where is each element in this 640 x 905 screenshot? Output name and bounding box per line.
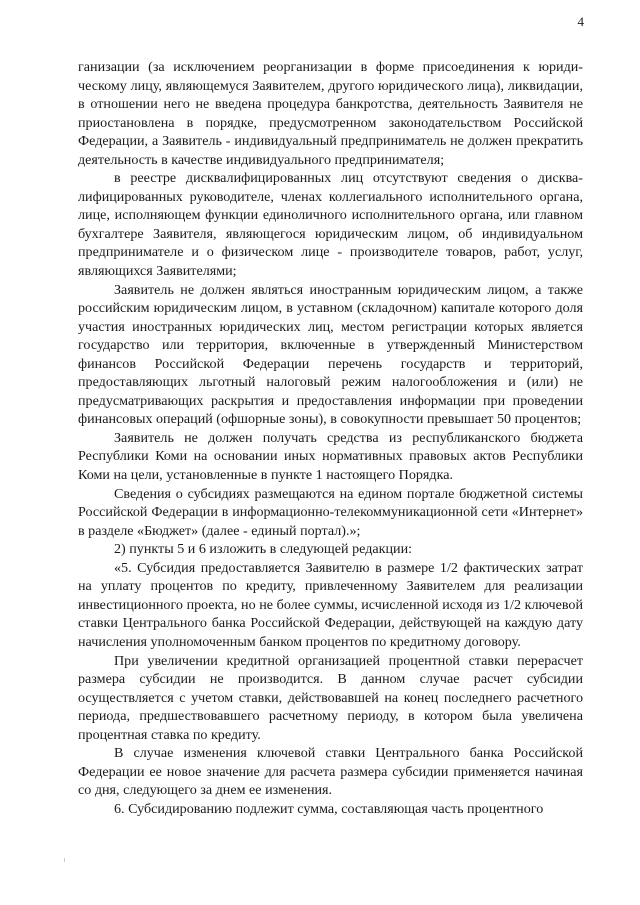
paragraph-clause-6: 6. Субсидированию подлежит сумма, составляющая часть процентного (114, 800, 544, 817)
paragraph-disqualified-persons: в реестре дисквалифицированных лиц отсутствуют сведения о дисквалифицированных руководителе, членах коллегиального исполнительного органа, лице, исполняющем функции единоличного исполнительного органа, или главном бухгалтере Заявителя, являющегося юридическим лицом, об индивидуальном предпринимателе и о физическом лице - производителе товаров, работ, услуг, являющихся Заявителями; (78, 170, 583, 280)
paragraph-budget-funds: Заявитель не должен получать средства из республиканского бюджета Республики Коми на основании иных нормативных правовых актов Республики Коми на цели, установленные в пункте 1 настоящего Порядка. (78, 429, 583, 484)
paragraph-key-rate-change: В случае изменения ключевой ставки Центрального банка Российской Федерации ее новое значение для расчета размера субсидии применяется начиная со дня, следующего за днем ее изменения. (78, 745, 583, 799)
page-number: 4 (577, 14, 584, 29)
paragraph-foreign-entity: Заявитель не должен являться иностранным юридическим лицом, а также российским юридическим лицом, в уставном (складочном) капитале которого доля участия иностранных юридических лиц, местом регистрации которых является государство или территория, включенные в утвержденный Министерством финансов Российской Федерации перечень государств и территорий, предоставляющих льготный налоговый режим налогообложения и (или) не предусматривающих раскрытия и предоставления информации при проведении финансовых операций (офшорные зоны), в совокупности превышает 50 процентов; (78, 281, 583, 428)
paragraph-continuation-reorganization: ганизации (за исключением реорганизации в форме присоединения к юридическому лицу, являющемуся Заявителем, другого юридического лица), ликвидации, в отношении него не введена процедура банкротства, деятельность Заявителя не приостановлена в порядке, предусмотренном законодательством Российской Федерации, а Заявитель - индивидуальный предприниматель не должен прекратить деятельность в качестве индивидуального предпринимателя; (78, 59, 583, 168)
paragraph-clause-5: «5. Субсидия предоставляется Заявителю в размере 1/2 фактических затрат на уплату процентов по кредиту, привлеченному Заявителем для реализации инвестиционного проекта, но не более суммы, исчисленной исходя из 1/2 ключевой ставки Центрального банка Российской Федерации, действующей на каждую дату начисления уполномоченным банком процентов по кредитному договору. (78, 559, 583, 650)
paragraph-portal-info: Сведения о субсидиях размещаются на едином портале бюджетной системы Российской Федерации в информационно-телекоммуникационной сети «Интернет» в разделе «Бюджет» (далее - единый портал).»; (78, 485, 583, 539)
paragraph-rate-increase: При увеличении кредитной организацией процентной ставки перерасчет размера субсидии не производится. В данном случае расчет субсидии осуществляется с учетом ставки, действовавшей на конец последнего расчетного периода, предшествовавшего расчетному периоду, в котором была увеличена процентная ставка по кредиту. (78, 652, 583, 743)
paragraph-amendment-intro: 2) пункты 5 и 6 изложить в следующей редакции: (114, 541, 413, 558)
document-body (78, 58, 583, 818)
scan-artifact (64, 858, 65, 862)
